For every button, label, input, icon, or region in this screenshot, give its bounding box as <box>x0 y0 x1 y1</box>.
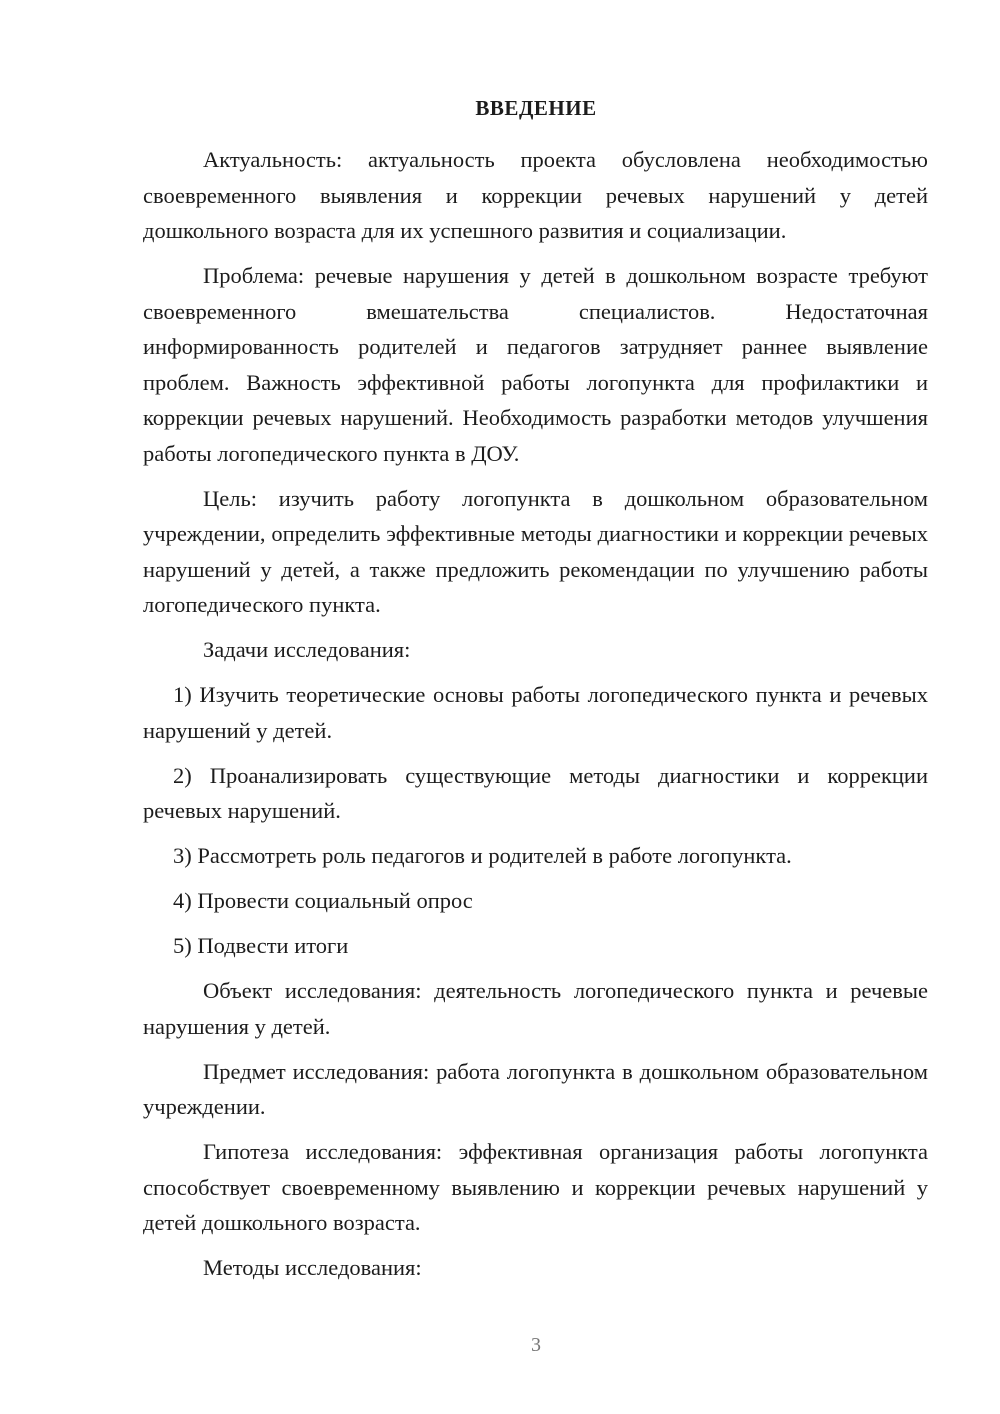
task-item-5: 5) Подвести итоги <box>173 933 349 958</box>
subject-paragraph: Предмет исследования: работа логопункта в дошкольном образовательном учреждении. <box>143 1058 928 1119</box>
document-body <box>143 142 928 1295</box>
task-item-2: 2) Проанализировать существующие методы диагностики и коррекции речевых нарушений. <box>143 762 928 823</box>
tasks-heading: Задачи исследования: <box>203 637 411 662</box>
object-paragraph: Объект исследования: деятельность логопедического пункта и речевые нарушения у детей. <box>143 978 928 1039</box>
task-item-1: 1) Изучить теоретические основы работы логопедического пункта и речевых нарушений у детей. <box>143 682 928 743</box>
task-item-3: 3) Рассмотреть роль педагогов и родителей в работе логопункта. <box>173 843 792 868</box>
problem-paragraph: Проблема: речевые нарушения у детей в дошкольном возрасте требуют своевременного вмешательства специалистов. Недостаточная информированность родителей и педагогов затрудняет раннее выявление проблем. Важность эффективной работы логопункта для профилактики и коррекции речевых нарушений. Необходимость разработки методов улучшения работы логопедического пункта в ДОУ. <box>143 263 928 466</box>
section-title: ВВЕДЕНИЕ <box>475 96 597 120</box>
methods-paragraph: Методы исследования: <box>203 1255 422 1280</box>
page-number: 3 <box>531 1334 541 1356</box>
goal-paragraph: Цель: изучить работу логопункта в дошкольном образовательном учреждении, определить эффективные методы диагностики и коррекции речевых нарушений у детей, а также предложить рекомендации по улучшению работы логопедического пункта. <box>143 485 928 617</box>
task-item-4: 4) Провести социальный опрос <box>173 888 473 913</box>
relevance-paragraph: Актуальность: актуальность проекта обусловлена необходимостью своевременного выявления и коррекции речевых нарушений у детей дошкольного возраста для их успешного развития и социализации. <box>143 147 928 243</box>
hypothesis-paragraph: Гипотеза исследования: эффективная организация работы логопункта способствует своевременному выявлению и коррекции речевых нарушений у детей дошкольного возраста. <box>143 1139 928 1235</box>
